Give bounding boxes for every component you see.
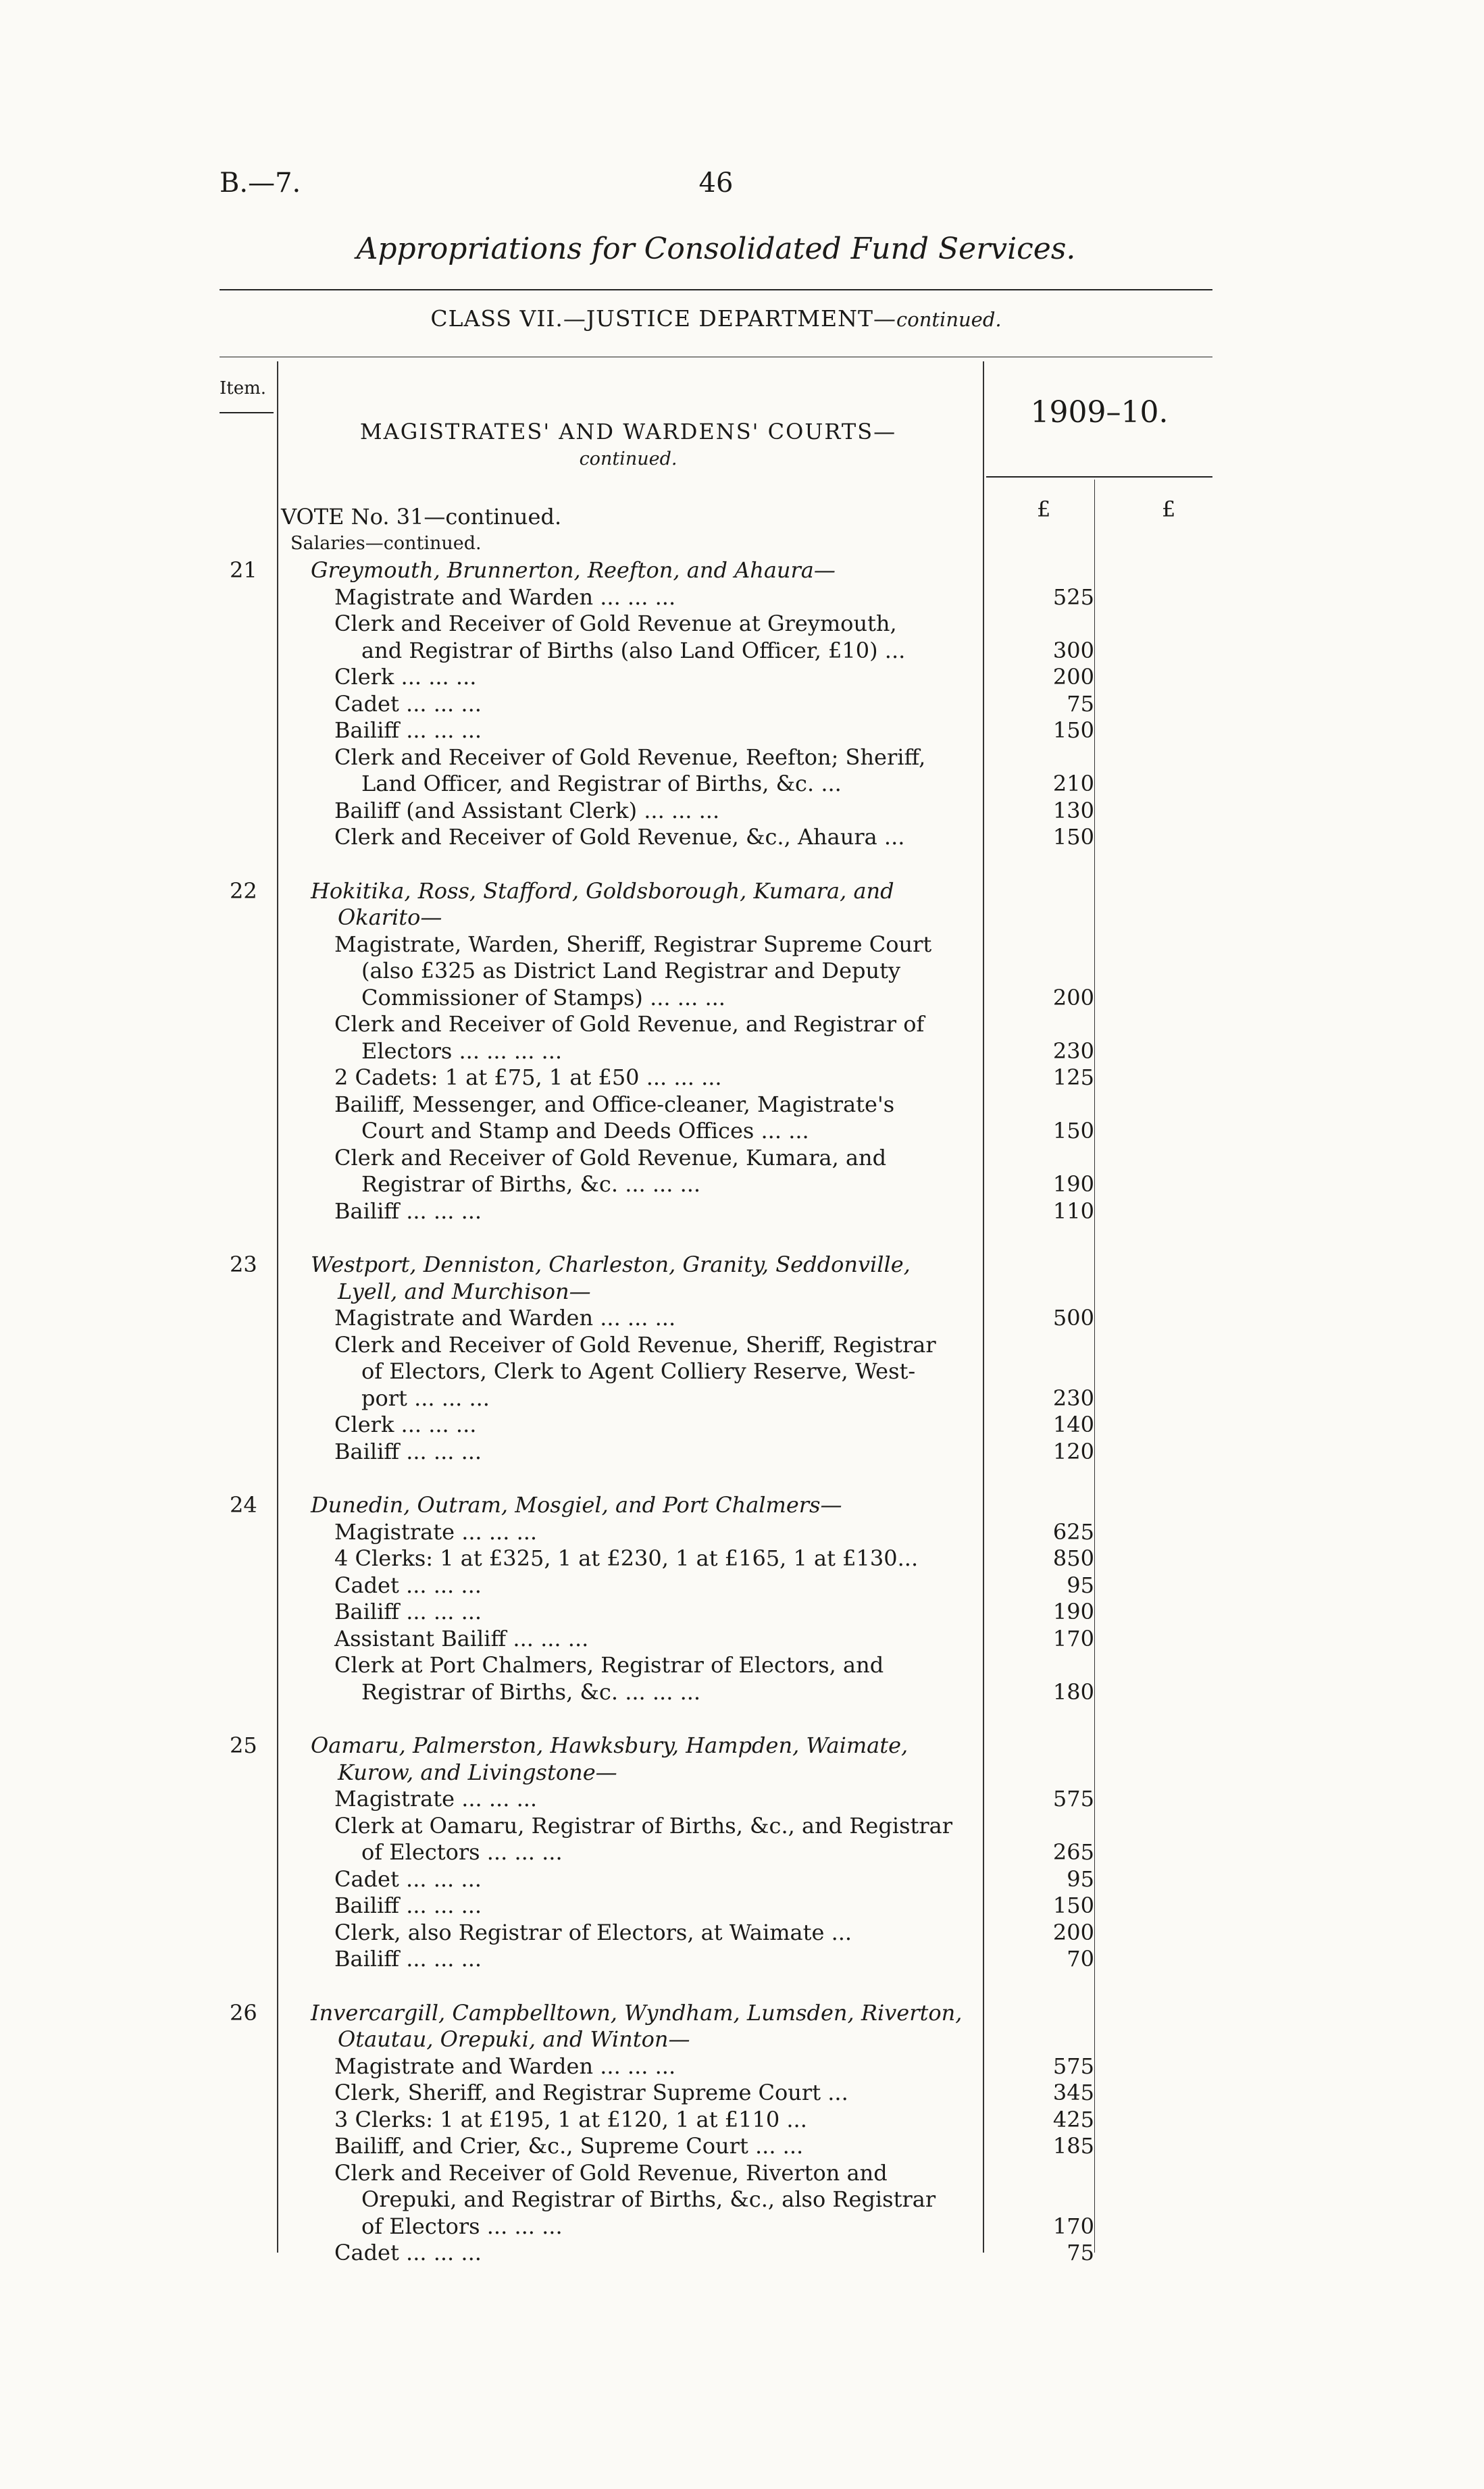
- table-row: [223, 1518, 1297, 1545]
- table-row: [223, 2079, 1297, 2106]
- row-description: VOTE No. 31—continued.: [281, 504, 562, 530]
- row-amount: 230: [1052, 1038, 1094, 1064]
- page-header: [220, 168, 1212, 208]
- table-row: [223, 1839, 1297, 1866]
- table-row: [223, 1064, 1297, 1091]
- table-row: [223, 904, 1297, 931]
- row-description: Electors ... ... ... ...: [361, 1038, 563, 1064]
- item-number: 21: [230, 557, 257, 583]
- table-row: [223, 1037, 1297, 1064]
- table-row: [223, 663, 1297, 690]
- row-description: Hokitika, Ross, Stafford, Goldsborough, Kumara, and: [311, 878, 894, 904]
- table-row: [223, 610, 1297, 637]
- item-header-rule: [220, 412, 274, 413]
- row-amount: 150: [1052, 824, 1094, 850]
- row-amount: 70: [1067, 1946, 1094, 1972]
- row-amount: 265: [1052, 1839, 1094, 1865]
- item-number: 22: [230, 878, 257, 904]
- row-description: Magistrate and Warden ... ... ...: [334, 1305, 676, 1331]
- row-description: Clerk and Receiver of Gold Revenue, Riverton and: [334, 2160, 888, 2186]
- row-amount: 75: [1067, 2240, 1094, 2265]
- table-row: [223, 1812, 1297, 1839]
- row-description: Clerk and Receiver of Gold Revenue, Kumara, and: [334, 1145, 887, 1171]
- table-row: [223, 1625, 1297, 1652]
- row-description: Bailiff ... ... ...: [334, 1198, 482, 1224]
- row-description: Westport, Denniston, Charleston, Granity, Seddonville,: [311, 1252, 911, 1277]
- row-amount: 210: [1052, 771, 1094, 796]
- row-description: Clerk, also Registrar of Electors, at Waimate ...: [334, 1920, 852, 1945]
- table-row: [223, 557, 1297, 584]
- page-title: Appropriations for Consolidated Fund Services.: [356, 232, 1076, 266]
- row-description: Magistrate and Warden ... ... ...: [334, 2053, 676, 2079]
- class-heading: [220, 305, 1212, 332]
- row-description: of Electors, Clerk to Agent Colliery Reserve, West-: [361, 1358, 916, 1384]
- row-amount: 110: [1052, 1198, 1094, 1224]
- row-amount: 95: [1067, 1866, 1094, 1892]
- pound-sign-col2: £: [1162, 496, 1176, 522]
- table-row: [223, 1304, 1297, 1331]
- row-description: Cadet ... ... ...: [334, 1866, 482, 1892]
- row-description: Clerk and Receiver of Gold Revenue, Reefton; Sheriff,: [334, 744, 926, 770]
- row-amount: 75: [1067, 691, 1094, 717]
- row-description: Magistrate ... ... ...: [334, 1786, 538, 1812]
- row-description: Otautau, Orepuki, and Winton—: [338, 2026, 690, 2052]
- table-row: [223, 2186, 1297, 2213]
- table-row: [223, 1866, 1297, 1893]
- row-description: Greymouth, Brunnerton, Reefton, and Ahaura—: [311, 557, 836, 583]
- row-description: Assistant Bailiff ... ... ...: [334, 1626, 589, 1651]
- row-amount: 425: [1052, 2107, 1094, 2132]
- year-header: 1909–10.: [1030, 395, 1169, 430]
- row-description: Magistrate, Warden, Sheriff, Registrar Supreme Court: [334, 931, 932, 957]
- table-row: [223, 1892, 1297, 1919]
- row-amount: 200: [1052, 985, 1094, 1010]
- row-amount: 120: [1052, 1439, 1094, 1464]
- row-description: Okarito—: [338, 904, 442, 930]
- row-amount: 300: [1052, 638, 1094, 663]
- item-number: 23: [230, 1252, 257, 1277]
- table-row: [223, 690, 1297, 717]
- row-description: 2 Cadets: 1 at £75, 1 at £50 ... ... ...: [334, 1064, 722, 1090]
- row-amount: 345: [1052, 2080, 1094, 2105]
- row-description: Kurow, and Livingstone—: [338, 1760, 617, 1785]
- table-row: [223, 1331, 1297, 1358]
- row-description: Bailiff, and Crier, &c., Supreme Court ... ...: [334, 2133, 804, 2159]
- row-description: Lyell, and Murchison—: [338, 1279, 591, 1304]
- row-description: Clerk and Receiver of Gold Revenue, Sheriff, Registrar: [334, 1332, 936, 1358]
- item-number: 26: [230, 2000, 257, 2026]
- row-amount: 150: [1052, 717, 1094, 743]
- row-amount: 150: [1052, 1893, 1094, 1918]
- row-amount: 200: [1052, 664, 1094, 690]
- page-number: 46: [698, 168, 734, 199]
- row-amount: 130: [1052, 798, 1094, 823]
- table-row: [223, 797, 1297, 824]
- table-row: [223, 1945, 1297, 1972]
- row-amount: 190: [1052, 1599, 1094, 1624]
- table-row: [223, 2239, 1297, 2266]
- row-description: Registrar of Births, &c. ... ... ...: [361, 1679, 701, 1705]
- row-description: Bailiff, Messenger, and Office-cleaner, Magistrate's: [334, 1092, 895, 1117]
- table-row: [223, 530, 1297, 557]
- table-row: [223, 637, 1297, 664]
- row-description: Cadet ... ... ...: [334, 2240, 482, 2265]
- table-row: [223, 770, 1297, 797]
- row-description: Magistrate and Warden ... ... ...: [334, 584, 676, 610]
- row-description: Clerk at Oamaru, Registrar of Births, &c., and Registrar: [334, 1813, 953, 1839]
- table-row: [223, 1144, 1297, 1171]
- row-description: Invercargill, Campbelltown, Wyndham, Lumsden, Riverton,: [311, 2000, 963, 2026]
- table-row: [223, 584, 1297, 611]
- row-description: port ... ... ...: [361, 1385, 490, 1411]
- table-row: [223, 1278, 1297, 1305]
- row-amount: 850: [1052, 1545, 1094, 1571]
- table-row: [223, 744, 1297, 771]
- column-title: [290, 419, 966, 469]
- table-row: [223, 877, 1297, 904]
- table-row: [223, 2132, 1297, 2159]
- row-description: Cadet ... ... ...: [334, 1572, 482, 1598]
- row-description: Salaries—continued.: [290, 533, 482, 554]
- item-column-header: Item.: [220, 378, 267, 399]
- row-amount: 185: [1052, 2133, 1094, 2159]
- table-row: [223, 1759, 1297, 1786]
- row-description: Bailiff ... ... ...: [334, 1439, 482, 1464]
- table-row: [223, 823, 1297, 850]
- table-row: [223, 1091, 1297, 1118]
- table-row: [223, 1572, 1297, 1599]
- row-amount: 190: [1052, 1171, 1094, 1197]
- row-description: 3 Clerks: 1 at £195, 1 at £120, 1 at £110 ...: [334, 2107, 807, 2132]
- row-amount: 170: [1052, 2213, 1094, 2239]
- item-number: 25: [230, 1733, 257, 1758]
- table-row: [223, 1385, 1297, 1412]
- pound-sign-col1: £: [1037, 496, 1051, 522]
- table-row: [223, 1785, 1297, 1812]
- table-row: [223, 2213, 1297, 2240]
- table-row: [223, 1598, 1297, 1625]
- row-amount: 125: [1052, 1064, 1094, 1090]
- row-amount: 230: [1052, 1385, 1094, 1411]
- row-description: Dunedin, Outram, Mosgiel, and Port Chalmers—: [311, 1492, 842, 1518]
- row-amount: 170: [1052, 1626, 1094, 1651]
- row-description: Commissioner of Stamps) ... ... ...: [361, 985, 725, 1010]
- row-amount: 200: [1052, 1920, 1094, 1945]
- row-description: Registrar of Births, &c. ... ... ...: [361, 1171, 701, 1197]
- table-row: [223, 931, 1297, 958]
- row-amount: 525: [1052, 584, 1094, 610]
- table-row: [223, 957, 1297, 984]
- table-row: [223, 1010, 1297, 1037]
- table-row: [223, 1732, 1297, 1759]
- row-description: Magistrate ... ... ...: [334, 1519, 538, 1545]
- table-row: [223, 1651, 1297, 1678]
- row-description: Clerk and Receiver of Gold Revenue, &c., Ahaura ...: [334, 824, 905, 850]
- row-description: and Registrar of Births (also Land Officer, £10) ...: [361, 638, 906, 663]
- table-row: [223, 984, 1297, 1011]
- table-row: [223, 503, 1297, 530]
- row-amount: 575: [1052, 2053, 1094, 2079]
- row-description: 4 Clerks: 1 at £325, 1 at £230, 1 at £165, 1 at £130...: [334, 1545, 919, 1571]
- row-description: Oamaru, Palmerston, Hawksbury, Hampden, Waimate,: [311, 1733, 909, 1758]
- class-heading-continued: continued.: [896, 308, 1002, 331]
- table-row: [223, 2159, 1297, 2186]
- table-row: [223, 1411, 1297, 1438]
- column-title-continued: continued.: [579, 448, 677, 469]
- row-description: Clerk and Receiver of Gold Revenue at Greymouth,: [334, 611, 897, 636]
- row-amount: 180: [1052, 1679, 1094, 1705]
- row-description: Bailiff ... ... ...: [334, 1599, 482, 1624]
- table-row: [223, 1198, 1297, 1225]
- table-row: [223, 1358, 1297, 1385]
- row-description: Land Officer, and Registrar of Births, &c. ...: [361, 771, 842, 796]
- row-description: of Electors ... ... ...: [361, 1839, 563, 1865]
- table-row: [223, 1171, 1297, 1198]
- row-amount: 150: [1052, 1118, 1094, 1144]
- table-row: [223, 2106, 1297, 2133]
- table-row: [223, 1251, 1297, 1278]
- row-amount: 625: [1052, 1519, 1094, 1545]
- row-description: (also £325 as District Land Registrar and Deputy: [361, 958, 901, 983]
- row-description: Clerk and Receiver of Gold Revenue, and Registrar of: [334, 1011, 925, 1037]
- row-description: Clerk ... ... ...: [334, 664, 477, 690]
- item-number: 24: [230, 1492, 257, 1518]
- table-row: [223, 1117, 1297, 1144]
- table-row: [223, 1678, 1297, 1705]
- row-amount: 140: [1052, 1412, 1094, 1437]
- row-amount: 95: [1067, 1572, 1094, 1598]
- table-row: [223, 717, 1297, 744]
- table-row: [223, 2026, 1297, 2053]
- row-description: Clerk, Sheriff, and Registrar Supreme Court ...: [334, 2080, 848, 2105]
- row-description: Bailiff ... ... ...: [334, 1893, 482, 1918]
- document-code: B.—7.: [220, 168, 301, 199]
- column-title-main: MAGISTRATES' AND WARDENS' COURTS—: [359, 419, 897, 444]
- row-amount: 575: [1052, 1786, 1094, 1812]
- row-amount: 500: [1052, 1305, 1094, 1331]
- table-row: [223, 1919, 1297, 1946]
- table-row: [223, 1438, 1297, 1465]
- table-row: [223, 1545, 1297, 1572]
- row-description: Cadet ... ... ...: [334, 691, 482, 717]
- table-row: [223, 1999, 1297, 2026]
- row-description: of Electors ... ... ...: [361, 2213, 563, 2239]
- row-description: Orepuki, and Registrar of Births, &c., also Registrar: [361, 2186, 936, 2212]
- top-rule: [220, 289, 1212, 290]
- year-rule: [986, 476, 1212, 478]
- class-heading-main: CLASS VII.—JUSTICE DEPARTMENT—: [430, 305, 897, 332]
- row-description: Bailiff ... ... ...: [334, 1946, 482, 1972]
- row-description: Court and Stamp and Deeds Offices ... ...: [361, 1118, 809, 1144]
- row-description: Bailiff (and Assistant Clerk) ... ... ...: [334, 798, 720, 823]
- table-row: [223, 1491, 1297, 1518]
- row-description: Clerk at Port Chalmers, Registrar of Electors, and: [334, 1652, 884, 1678]
- row-description: Clerk ... ... ...: [334, 1412, 477, 1437]
- table-row: [223, 2053, 1297, 2080]
- row-description: Bailiff ... ... ...: [334, 717, 482, 743]
